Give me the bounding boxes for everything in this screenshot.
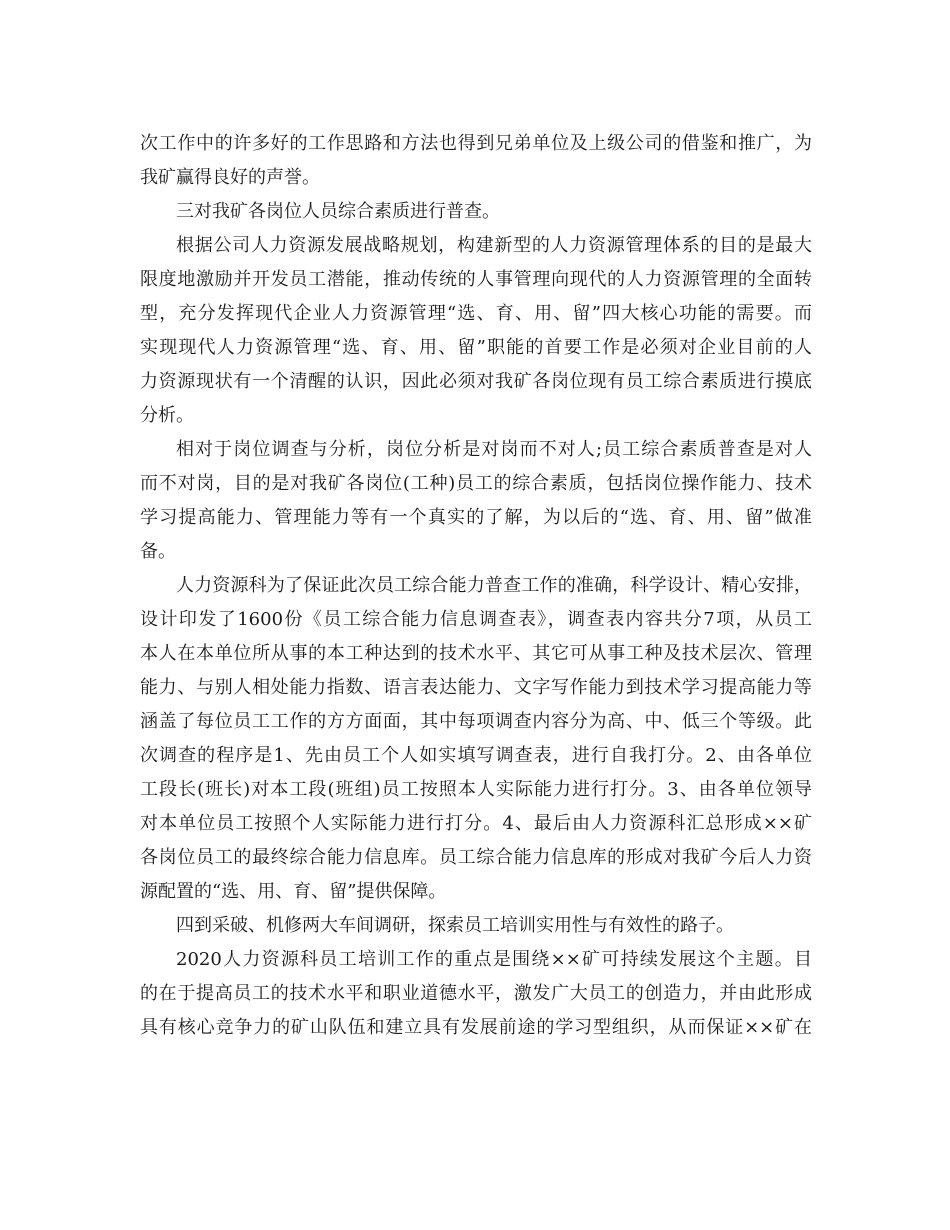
text-line: 型，充分发挥现代企业人力资源管理“选、育、用、留”四大核心功能的需要。而	[140, 303, 812, 324]
text-line: 2020人力资源科员工培训工作的重点是围绕××矿可持续发展这个主题。目	[176, 949, 812, 970]
document-body	[140, 127, 812, 1045]
paragraph	[140, 127, 812, 195]
text-line: 具有核心竞争力的矿山队伍和建立具有发展前途的学习型组织，从而保证××矿在	[140, 1017, 812, 1038]
text-line: 实现现代人力资源管理“选、育、用、留”职能的首要工作是必须对企业目前的人	[140, 337, 812, 358]
paragraph	[140, 433, 812, 569]
text-line: 三对我矿各岗位人员综合素质进行普查。	[176, 201, 500, 222]
text-line: 我矿赢得良好的声誉。	[140, 167, 320, 188]
text-line: 四到采破、机修两大车间调研，探索员工培训实用性与有效性的路子。	[176, 915, 734, 936]
text-line: 根据公司人力资源发展战略规划，构建新型的人力资源管理体系的目的是最大	[176, 235, 812, 256]
paragraph	[140, 229, 812, 433]
paragraph	[140, 943, 812, 1045]
text-line: 的在于提高员工的技术水平和职业道德水平，激发广大员工的创造力，并由此形成	[140, 983, 812, 1004]
paragraph	[140, 569, 812, 909]
paragraph	[140, 909, 812, 943]
text-line: 涵盖了每位员工工作的方方面面，其中每项调查内容分为高、中、低三个等级。此	[140, 711, 812, 732]
text-line: 分析。	[140, 405, 194, 426]
text-line: 次工作中的许多好的工作思路和方法也得到兄弟单位及上级公司的借鉴和推广，为	[140, 133, 812, 154]
text-line: 限度地激励并开发员工潜能，推动传统的人事管理向现代的人力资源管理的全面转	[140, 269, 812, 290]
text-line: 学习提高能力、管理能力等有一个真实的了解，为以后的“选、育、用、留”做准	[140, 507, 812, 528]
text-line: 设计印发了1600份《员工综合能力信息调查表》，调查表内容共分7项，从员工	[140, 609, 812, 630]
text-line: 各岗位员工的最终综合能力信息库。员工综合能力信息库的形成对我矿今后人力资	[140, 847, 812, 868]
text-line: 本人在本单位所从事的本工种达到的技术水平、其它可从事工种及技术层次、管理	[140, 643, 812, 664]
paragraph	[140, 195, 812, 229]
text-line: 对本单位员工按照个人实际能力进行打分。4、最后由人力资源科汇总形成××矿	[140, 813, 812, 834]
text-line: 相对于岗位调查与分析，岗位分析是对岗而不对人;员工综合素质普查是对人	[176, 439, 812, 460]
text-line: 次调查的程序是1、先由员工个人如实填写调查表，进行自我打分。2、由各单位	[140, 745, 812, 766]
text-line: 人力资源科为了保证此次员工综合能力普查工作的准确，科学设计、精心安排，	[176, 575, 812, 596]
text-line: 而不对岗，目的是对我矿各岗位(工种)员工的综合素质，包括岗位操作能力、技术	[140, 473, 812, 494]
text-line: 能力、与别人相处能力指数、语言表达能力、文字写作能力到技术学习提高能力等	[140, 677, 812, 698]
text-line: 工段长(班长)对本工段(班组)员工按照本人实际能力进行打分。3、由各单位领导	[140, 779, 812, 800]
text-line: 力资源现状有一个清醒的认识，因此必须对我矿各岗位现有员工综合素质进行摸底	[140, 371, 812, 392]
text-line: 源配置的“选、用、育、留”提供保障。	[140, 881, 447, 902]
text-line: 备。	[140, 541, 176, 562]
